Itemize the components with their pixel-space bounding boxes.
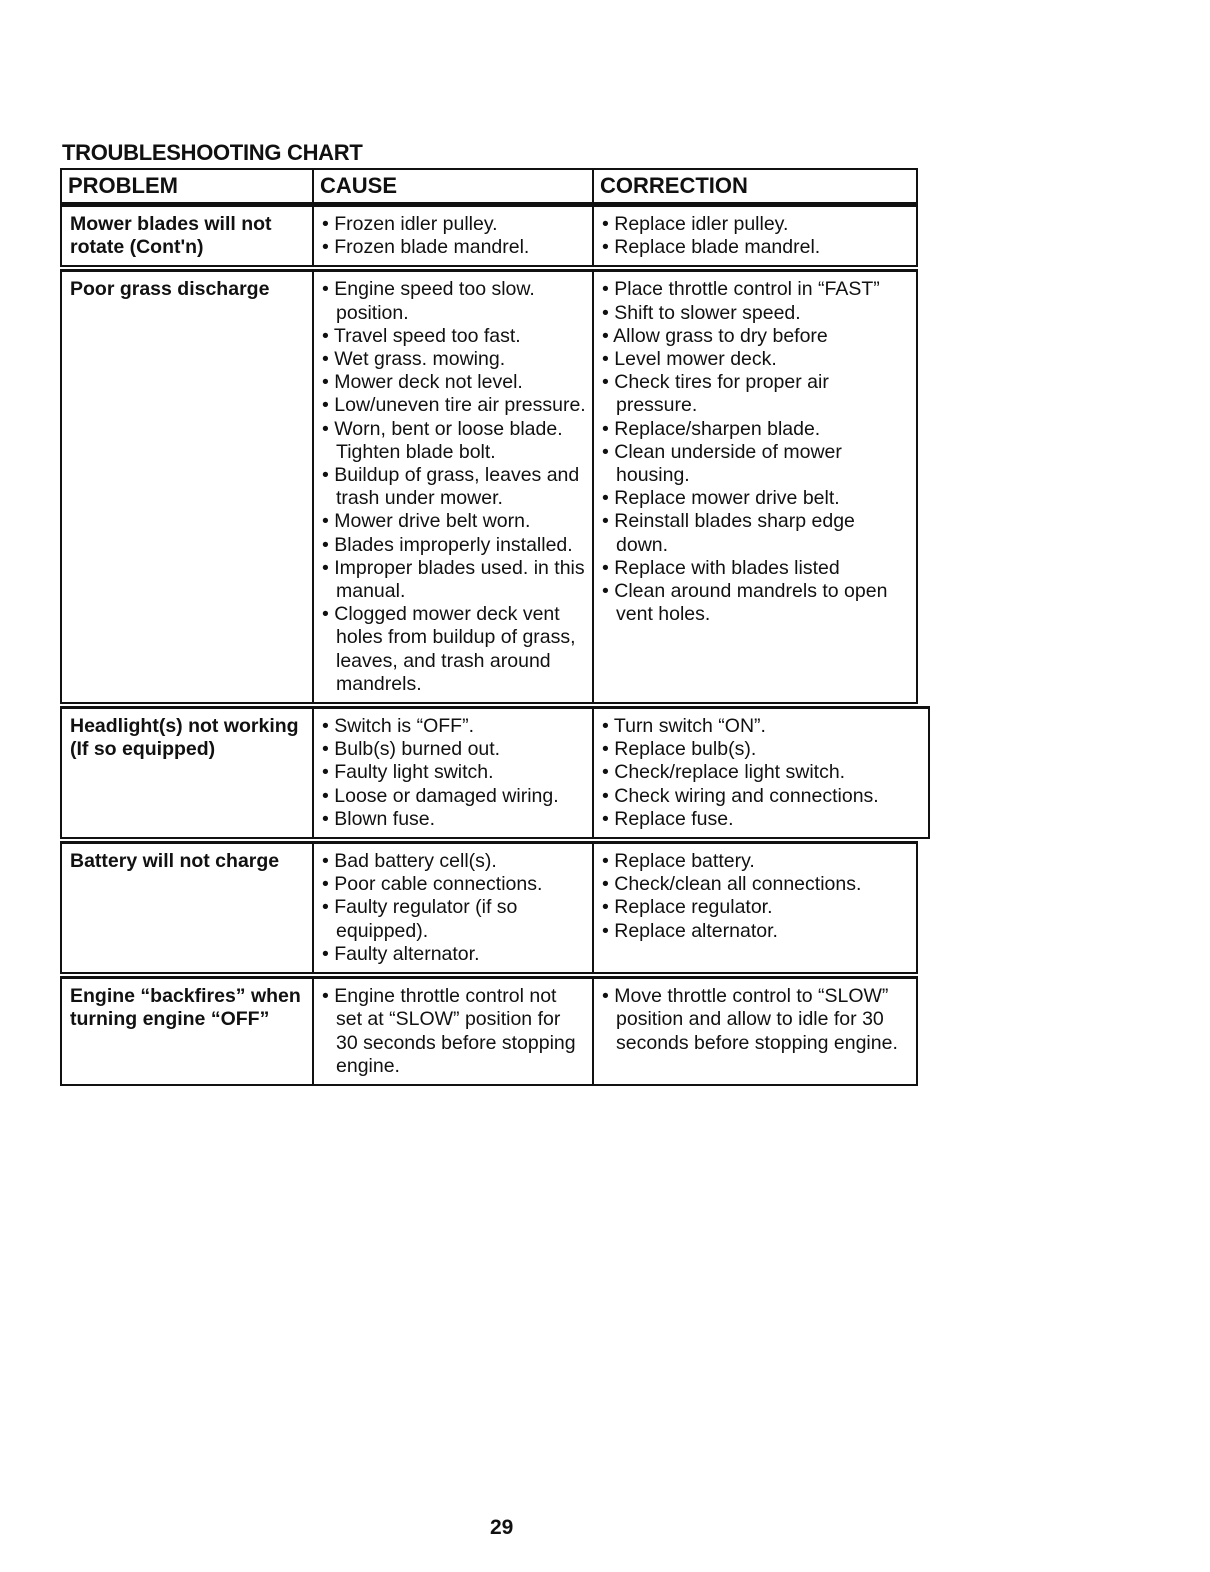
list-item: • Place throttle control in “FAST” xyxy=(602,278,910,301)
list-item: • Turn switch “ON”. xyxy=(602,715,922,738)
list-item: • Shift to slower speed. xyxy=(602,302,910,325)
correction-cell xyxy=(592,709,928,837)
list-item: • Blown fuse. xyxy=(322,808,586,831)
problem-cell: Poor grass discharge xyxy=(70,278,270,301)
list-item: • Replace bulb(s). xyxy=(602,738,922,761)
cause-cell xyxy=(312,844,592,972)
list-item: • Clean around mandrels to open vent holes. xyxy=(602,580,910,626)
list-item: • Clean underside of mower housing. xyxy=(602,441,910,487)
list-item: • Travel speed too fast. xyxy=(322,325,586,348)
list-item: • Replace regulator. xyxy=(602,896,910,919)
problem-cell: Battery will not charge xyxy=(70,850,280,873)
table-row xyxy=(60,706,930,839)
cause-cell xyxy=(312,709,592,837)
list-item: • Check wiring and connections. xyxy=(602,785,922,808)
table-row xyxy=(60,204,918,267)
header-cause: CAUSE xyxy=(312,170,592,202)
list-item: • Mower drive belt worn. xyxy=(322,510,586,533)
list-item: • Replace/sharpen blade. xyxy=(602,418,910,441)
list-item: • Level mower deck. xyxy=(602,348,910,371)
header-problem: PROBLEM xyxy=(68,173,178,198)
list-item: • Replace fuse. xyxy=(602,808,922,831)
list-item: • Low/uneven tire air pressure. xyxy=(322,394,586,417)
list-item: • Check tires for proper air pressure. xyxy=(602,371,910,417)
list-item: • Engine throttle control not set at “SLOW” position for 30 seconds before stopping engine. xyxy=(322,985,586,1078)
list-item: • Buildup of grass, leaves and trash under mower. xyxy=(322,464,586,510)
correction-cell xyxy=(592,844,916,972)
correction-cell xyxy=(592,979,916,1084)
list-item: • Replace alternator. xyxy=(602,920,910,943)
correction-cell xyxy=(592,272,916,702)
table-row xyxy=(60,269,918,704)
list-item: • Poor cable connections. xyxy=(322,873,586,896)
header-correction: CORRECTION xyxy=(592,170,916,202)
list-item: • Check/clean all connections. xyxy=(602,873,910,896)
list-item: • Wet grass. mowing. xyxy=(322,348,586,371)
list-item: • Switch is “OFF”. xyxy=(322,715,586,738)
list-item: • Replace battery. xyxy=(602,850,910,873)
list-item: • Worn, bent or loose blade. Tighten blade bolt. xyxy=(322,418,586,464)
cause-cell xyxy=(312,979,592,1084)
list-item: • Replace blade mandrel. xyxy=(602,236,910,259)
list-item: • Improper blades used. in this manual. xyxy=(322,557,586,603)
list-item: • Replace mower drive belt. xyxy=(602,487,910,510)
list-item: • Faulty light switch. xyxy=(322,761,586,784)
troubleshooting-table xyxy=(60,168,930,1086)
cause-cell xyxy=(312,272,592,702)
cause-cell xyxy=(312,207,592,265)
list-item: • Loose or damaged wiring. xyxy=(322,785,586,808)
list-item: • Faulty alternator. xyxy=(322,943,586,966)
list-item: • Replace with blades listed xyxy=(602,557,910,580)
problem-cell: Headlight(s) not working (If so equipped) xyxy=(70,715,299,761)
page-title: TROUBLESHOOTING CHART xyxy=(62,140,363,165)
list-item: • Clogged mower deck vent holes from buildup of grass, leaves, and trash around mandrels. xyxy=(322,603,586,696)
table-header xyxy=(60,168,918,204)
list-item: • Reinstall blades sharp edge down. xyxy=(602,510,910,556)
list-item: • Frozen idler pulley. xyxy=(322,213,586,236)
list-item: • Allow grass to dry before xyxy=(602,325,910,348)
table-row xyxy=(60,841,918,974)
list-item: • Move throttle control to “SLOW” position and allow to idle for 30 seconds before stopping engine. xyxy=(602,985,910,1055)
list-item: • Bad battery cell(s). xyxy=(322,850,586,873)
list-item: • Engine speed too slow. position. xyxy=(322,278,586,324)
list-item: • Blades improperly installed. xyxy=(322,534,586,557)
correction-cell xyxy=(592,207,916,265)
list-item: • Bulb(s) burned out. xyxy=(322,738,586,761)
list-item: • Check/replace light switch. xyxy=(602,761,922,784)
list-item: • Faulty regulator (if so equipped). xyxy=(322,896,586,942)
list-item: • Mower deck not level. xyxy=(322,371,586,394)
page-number: 29 xyxy=(490,1516,514,1539)
table-row xyxy=(60,976,918,1086)
list-item: • Replace idler pulley. xyxy=(602,213,910,236)
problem-cell: Mower blades will not rotate (Cont'n) xyxy=(70,213,272,259)
problem-cell: Engine “backfires” when turning engine “OFF” xyxy=(70,985,301,1031)
list-item: • Frozen blade mandrel. xyxy=(322,236,586,259)
